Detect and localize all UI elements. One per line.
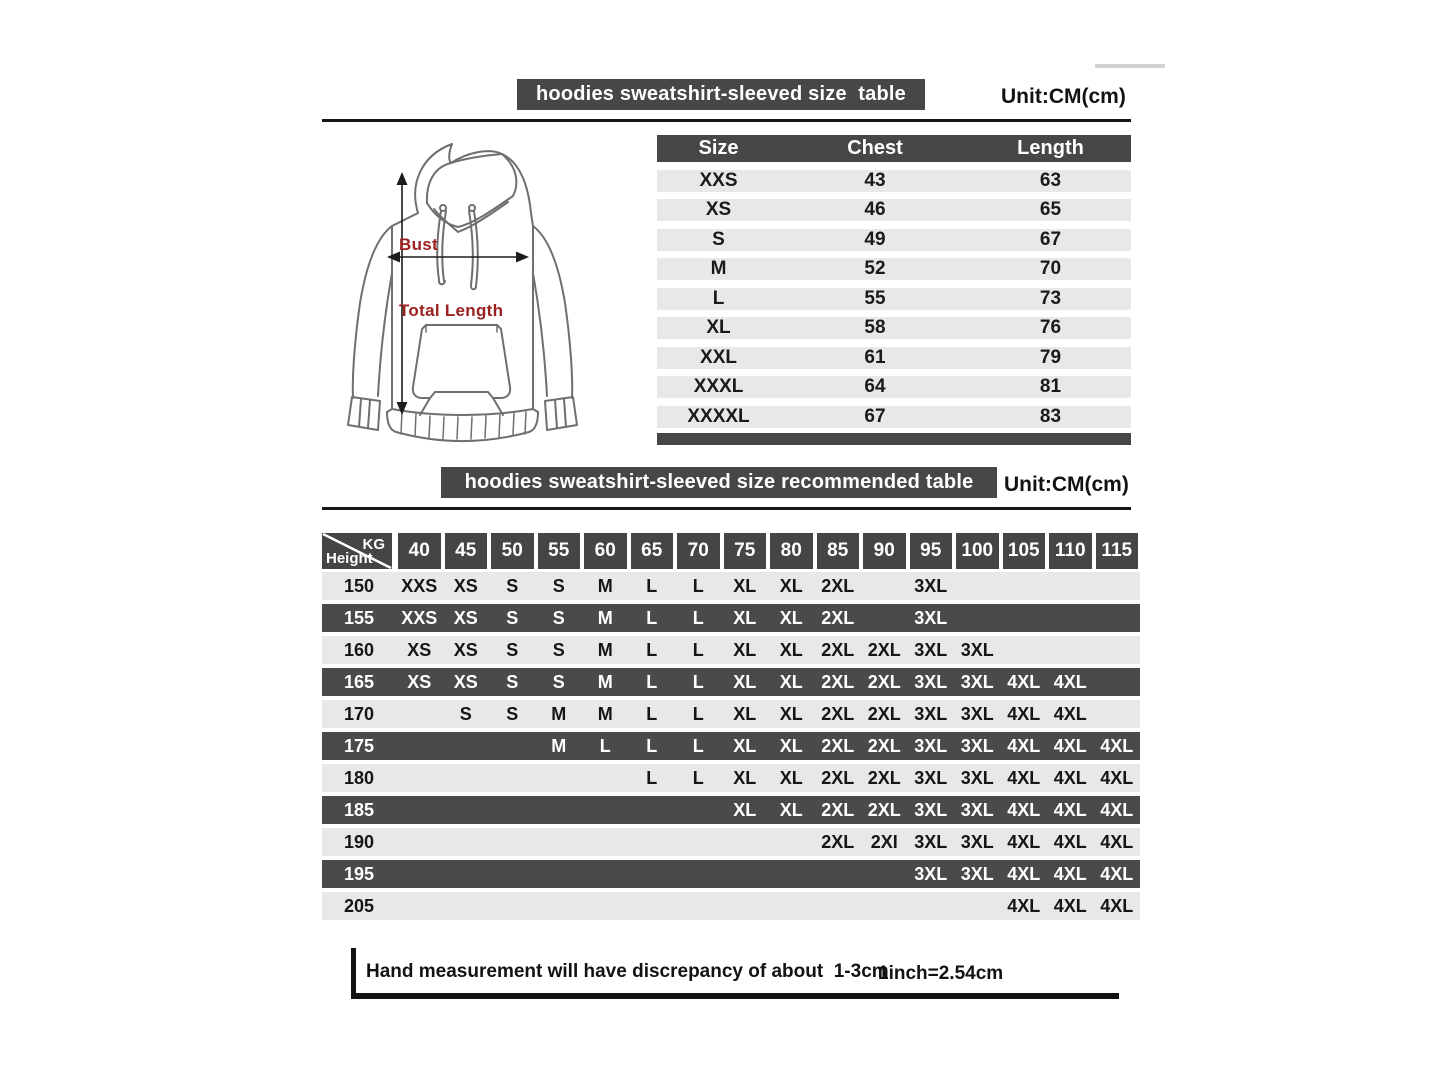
size-recommendation-cell: XL <box>779 735 803 756</box>
size-recommendation-cell: XL <box>733 799 757 820</box>
size-recommendation-cell <box>443 764 490 792</box>
size-recommendation-cell: 4XL <box>1007 831 1041 852</box>
chest-cell: 46 <box>864 199 886 220</box>
size-recommendation-cell: 4XL <box>1053 799 1087 820</box>
size-table-row <box>657 376 1131 398</box>
size-recommendation-cell: XL <box>779 767 803 788</box>
weight-header-cell: 90 <box>863 533 906 569</box>
size-recommendation-cell: XL <box>779 703 803 724</box>
size-recommendation-cell: 4XL <box>1053 767 1087 788</box>
size-cell: XXS <box>699 169 738 191</box>
size-recommendation-cell: L <box>692 671 704 692</box>
size-recommendation-cell <box>1094 572 1141 600</box>
size-recommendation-cell: S <box>506 671 519 692</box>
size-recommendation-cell: 4XL <box>1053 671 1087 692</box>
size-recommendation-cell: L <box>692 735 704 756</box>
size-table-row <box>657 199 1131 221</box>
size-recommendation-cell <box>536 828 583 856</box>
size-recommendation-cell: 3XL <box>914 831 948 852</box>
size-recommendation-cell <box>1094 668 1141 696</box>
size-recommendation-cell: XL <box>779 671 803 692</box>
size-recommendation-cell: 4XL <box>1100 735 1134 756</box>
size-recommendation-cell: S <box>552 607 565 628</box>
size-recommendation-cell: 4XL <box>1007 735 1041 756</box>
size-table-row <box>657 229 1131 251</box>
divider-rule-top <box>322 119 1131 122</box>
size-recommendation-cell <box>629 828 676 856</box>
size-recommendation-cell <box>1047 572 1094 600</box>
length-cell: 67 <box>1039 228 1062 250</box>
size-recommendation-cell <box>1047 604 1094 632</box>
size-recommendation-cell <box>536 796 583 824</box>
size-recommendation-cell: 2XL <box>821 607 855 628</box>
recommended-table-title: hoodies sweatshirt-sleeved size recommended table <box>441 467 997 498</box>
size-recommendation-cell: S <box>506 703 519 724</box>
length-column-header: Length <box>1017 137 1084 159</box>
weight-header-cell: 115 <box>1096 533 1139 569</box>
weight-header-cell: 100 <box>956 533 999 569</box>
size-recommendation-cell: 2XI <box>870 831 898 852</box>
size-measurement-table <box>657 135 1131 445</box>
weight-header-cell: 60 <box>584 533 627 569</box>
size-recommendation-cell <box>629 796 676 824</box>
size-recommendation-cell: 3XL <box>960 799 994 820</box>
size-recommendation-cell: XL <box>733 639 757 660</box>
size-recommendation-cell: XXS <box>401 607 438 628</box>
height-label-cell: 150 <box>343 575 375 596</box>
size-recommendation-cell: 2XL <box>867 671 901 692</box>
height-label-cell: 165 <box>343 671 375 692</box>
weight-header-cell: 65 <box>631 533 674 569</box>
size-recommendation-cell: S <box>552 575 565 596</box>
size-recommendation-cell <box>722 892 769 920</box>
chest-cell: 64 <box>864 376 886 397</box>
size-recommendation-cell <box>861 860 908 888</box>
size-table-row <box>657 317 1131 339</box>
size-table-body <box>657 170 1131 428</box>
size-recommendation-cell: XS <box>453 607 478 628</box>
height-label-cell: 160 <box>343 639 375 660</box>
size-recommendation-cell: 2XL <box>821 799 855 820</box>
size-recommendation-cell <box>489 764 536 792</box>
size-recommendation-cell <box>443 796 490 824</box>
size-recommendation-cell: L <box>646 671 658 692</box>
size-recommendation-cell: 3XL <box>914 703 948 724</box>
size-recommendation-cell: L <box>599 735 611 756</box>
size-recommendation-cell: 3XL <box>960 767 994 788</box>
size-recommendation-cell <box>722 860 769 888</box>
size-recommendation-cell <box>396 860 443 888</box>
size-recommendation-cell <box>582 796 629 824</box>
size-recommendation-cell <box>443 860 490 888</box>
size-recommendation-cell <box>675 892 722 920</box>
size-table-header-row <box>657 135 1131 162</box>
size-recommendation-cell: 4XL <box>1100 767 1134 788</box>
size-recommendation-cell: 4XL <box>1007 767 1041 788</box>
size-recommendation-cell: 4XL <box>1100 799 1134 820</box>
size-recommendation-cell <box>1094 700 1141 728</box>
size-recommendation-cell <box>1094 636 1141 664</box>
size-recommendation-matrix <box>322 533 1140 920</box>
total-length-measure-label: Total Length <box>399 301 504 320</box>
height-axis-label: Height <box>326 550 373 567</box>
size-recommendation-cell <box>861 892 908 920</box>
unit-label-top: Unit:CM(cm) <box>1001 85 1126 108</box>
length-cell: 73 <box>1039 287 1062 309</box>
size-recommendation-cell: 2XL <box>867 799 901 820</box>
size-recommendation-cell <box>396 828 443 856</box>
size-recommendation-cell: M <box>597 575 613 596</box>
size-recommendation-cell: 3XL <box>914 607 948 628</box>
size-table-row <box>657 170 1131 192</box>
size-recommendation-cell <box>1001 572 1048 600</box>
size-recommendation-cell: L <box>646 735 658 756</box>
size-recommendation-cell <box>582 828 629 856</box>
size-recommendation-cell: 3XL <box>960 863 994 884</box>
hoodie-line-art-icon <box>330 135 640 460</box>
length-cell: 81 <box>1039 376 1062 397</box>
height-label-cell: 190 <box>343 831 375 852</box>
measurement-discrepancy-note: Hand measurement will have discrepancy of about 1-3cm <box>366 961 889 982</box>
hoodie-measurement-figure <box>330 135 640 460</box>
size-recommendation-cell <box>768 860 815 888</box>
size-recommendation-cell: 3XL <box>960 831 994 852</box>
height-row <box>322 764 1140 792</box>
size-recommendation-cell <box>954 572 1001 600</box>
size-recommendation-cell: 2XL <box>867 735 901 756</box>
height-row <box>322 860 1140 888</box>
height-row <box>322 892 1140 920</box>
size-recommendation-cell: XL <box>779 575 803 596</box>
size-recommendation-cell: 4XL <box>1007 799 1041 820</box>
size-recommendation-cell: 2XL <box>867 703 901 724</box>
size-recommendation-cell <box>675 860 722 888</box>
length-cell: 63 <box>1039 169 1062 191</box>
chest-cell: 67 <box>864 405 886 427</box>
length-cell: 70 <box>1039 258 1062 279</box>
scan-artifact-line <box>1095 64 1165 68</box>
size-recommendation-cell <box>629 892 676 920</box>
size-table-title: hoodies sweatshirt-sleeved size table <box>517 79 925 110</box>
size-recommendation-cell <box>443 828 490 856</box>
size-recommendation-cell: 2XL <box>867 767 901 788</box>
size-recommendation-cell: 3XL <box>960 639 994 660</box>
size-recommendation-cell: S <box>459 703 472 724</box>
size-recommendation-cell <box>861 604 908 632</box>
size-recommendation-cell: 3XL <box>960 735 994 756</box>
size-recommendation-cell <box>675 828 722 856</box>
size-recommendation-cell <box>1001 636 1048 664</box>
size-recommendation-cell <box>443 732 490 760</box>
size-recommendation-cell: 3XL <box>914 575 948 596</box>
size-recommendation-cell: XL <box>733 735 757 756</box>
size-recommendation-cell: 2XL <box>821 703 855 724</box>
size-recommendation-cell: L <box>646 767 658 788</box>
size-recommendation-cell: S <box>552 639 565 660</box>
chest-cell: 49 <box>864 228 886 250</box>
height-label-cell: 195 <box>343 863 375 884</box>
size-recommendation-cell <box>722 828 769 856</box>
size-recommendation-cell: M <box>597 703 613 724</box>
size-recommendation-cell <box>815 892 862 920</box>
height-label-cell: 180 <box>343 767 375 788</box>
size-table-row <box>657 288 1131 310</box>
size-recommendation-cell: M <box>597 671 613 692</box>
weight-header-cell: 70 <box>677 533 720 569</box>
size-column-header: Size <box>698 137 739 159</box>
height-row <box>322 636 1140 664</box>
chest-cell: 43 <box>864 169 886 191</box>
height-label-cell: 205 <box>343 895 375 916</box>
size-recommendation-cell <box>768 892 815 920</box>
size-table-row <box>657 406 1131 428</box>
size-recommendation-cell <box>396 700 443 728</box>
size-recommendation-cell: M <box>551 703 567 724</box>
size-recommendation-cell: L <box>692 607 704 628</box>
size-recommendation-cell: 2XL <box>821 671 855 692</box>
size-recommendation-cell: 4XL <box>1007 671 1041 692</box>
weight-header-cell: 40 <box>398 533 441 569</box>
size-recommendation-cell: 2XL <box>821 831 855 852</box>
size-recommendation-cell: 4XL <box>1007 703 1041 724</box>
size-recommendation-cell: 3XL <box>914 671 948 692</box>
size-recommendation-cell <box>489 828 536 856</box>
size-recommendation-cell <box>582 860 629 888</box>
footnote-left-bar <box>351 948 356 998</box>
size-recommendation-cell <box>396 796 443 824</box>
size-recommendation-cell <box>536 892 583 920</box>
size-recommendation-cell: L <box>646 639 658 660</box>
size-cell: XS <box>705 199 732 220</box>
size-recommendation-cell: 3XL <box>960 671 994 692</box>
size-recommendation-cell: 2XL <box>867 639 901 660</box>
size-recommendation-cell: 3XL <box>914 639 948 660</box>
size-recommendation-cell: XL <box>733 607 757 628</box>
size-recommendation-cell: 4XL <box>1100 895 1134 916</box>
size-table-row <box>657 258 1131 280</box>
size-recommendation-cell <box>1094 604 1141 632</box>
kg-axis-label: KG <box>362 536 385 553</box>
weight-header-cell: 105 <box>1003 533 1046 569</box>
size-recommendation-cell: 4XL <box>1053 735 1087 756</box>
chest-cell: 61 <box>864 346 886 368</box>
weight-header-cell: 50 <box>491 533 534 569</box>
size-recommendation-cell <box>396 764 443 792</box>
height-row <box>322 828 1140 856</box>
size-recommendation-cell: 3XL <box>960 703 994 724</box>
size-cell: M <box>710 258 727 279</box>
size-recommendation-cell <box>1001 604 1048 632</box>
size-table-bottom-bar <box>657 433 1131 445</box>
size-recommendation-cell: XS <box>453 639 478 660</box>
size-recommendation-cell: M <box>551 735 567 756</box>
weight-header-cell: 85 <box>817 533 860 569</box>
weight-header-cell: 55 <box>538 533 581 569</box>
height-label-cell: 170 <box>343 703 375 724</box>
size-recommendation-cell: 4XL <box>1100 831 1134 852</box>
size-recommendation-cell: 4XL <box>1053 703 1087 724</box>
height-label-cell: 175 <box>343 735 375 756</box>
size-recommendation-cell: 3XL <box>914 767 948 788</box>
size-recommendation-cell <box>489 732 536 760</box>
chest-column-header: Chest <box>847 137 903 159</box>
size-recommendation-cell: 3XL <box>914 863 948 884</box>
size-recommendation-cell <box>768 828 815 856</box>
size-recommendation-cell <box>489 796 536 824</box>
height-row <box>322 668 1140 696</box>
kg-height-corner-cell <box>322 533 392 569</box>
size-recommendation-cell: XXS <box>401 575 438 596</box>
size-recommendation-cell: XL <box>779 639 803 660</box>
size-recommendation-cell: XL <box>733 671 757 692</box>
footnote-bottom-bar <box>351 993 1119 999</box>
size-recommendation-cell: M <box>597 639 613 660</box>
size-recommendation-cell <box>489 860 536 888</box>
size-recommendation-cell: 4XL <box>1100 863 1134 884</box>
size-recommendation-cell: 2XL <box>821 735 855 756</box>
size-recommendation-cell: S <box>506 639 519 660</box>
length-cell: 79 <box>1039 346 1062 368</box>
height-label-cell: 185 <box>343 799 375 820</box>
weight-header-cell: 110 <box>1049 533 1092 569</box>
size-recommendation-cell: L <box>692 703 704 724</box>
weight-header-cell: 80 <box>770 533 813 569</box>
size-recommendation-cell: 2XL <box>821 767 855 788</box>
weight-header-cell: 45 <box>445 533 488 569</box>
size-recommendation-cell: L <box>692 767 704 788</box>
size-recommendation-cell: S <box>552 671 565 692</box>
size-recommendation-cell <box>861 572 908 600</box>
weight-header-cell: 75 <box>724 533 767 569</box>
size-cell: S <box>712 228 725 250</box>
size-recommendation-cell: L <box>646 607 658 628</box>
size-recommendation-cell <box>1047 636 1094 664</box>
size-recommendation-cell: XL <box>733 703 757 724</box>
size-recommendation-cell <box>954 892 1001 920</box>
size-recommendation-cell <box>536 764 583 792</box>
size-cell: XL <box>706 317 731 338</box>
size-recommendation-cell: L <box>646 575 658 596</box>
size-recommendation-cell <box>629 860 676 888</box>
size-recommendation-cell: XS <box>453 575 478 596</box>
matrix-body <box>322 572 1140 920</box>
size-recommendation-cell: 3XL <box>914 735 948 756</box>
size-recommendation-cell: 4XL <box>1053 831 1087 852</box>
size-cell: XXXL <box>693 376 744 397</box>
size-recommendation-cell: L <box>646 703 658 724</box>
chest-cell: 55 <box>864 287 886 309</box>
size-recommendation-cell <box>396 732 443 760</box>
size-recommendation-cell: 2XL <box>821 575 855 596</box>
size-cell: L <box>712 287 725 309</box>
size-recommendation-cell: 4XL <box>1053 863 1087 884</box>
size-recommendation-cell <box>954 604 1001 632</box>
size-table-row <box>657 347 1131 369</box>
height-row <box>322 572 1140 600</box>
length-cell: 65 <box>1039 199 1062 220</box>
size-recommendation-cell: M <box>597 607 613 628</box>
size-recommendation-cell: XL <box>779 799 803 820</box>
inch-conversion-note: 1inch=2.54cm <box>878 963 1004 984</box>
size-recommendation-cell: XS <box>453 671 478 692</box>
size-recommendation-cell: 4XL <box>1053 895 1087 916</box>
size-recommendation-cell: XL <box>733 767 757 788</box>
size-recommendation-cell: XS <box>407 671 432 692</box>
size-recommendation-cell: L <box>692 639 704 660</box>
size-recommendation-cell: XL <box>779 607 803 628</box>
divider-rule-bottom <box>322 507 1131 510</box>
size-cell: XXL <box>700 346 737 368</box>
size-recommendation-cell: 2XL <box>821 639 855 660</box>
size-recommendation-cell: L <box>692 575 704 596</box>
size-recommendation-cell: S <box>506 607 519 628</box>
chest-cell: 58 <box>864 317 886 338</box>
size-recommendation-cell <box>815 860 862 888</box>
unit-label-bottom: Unit:CM(cm) <box>1004 473 1129 496</box>
height-row <box>322 732 1140 760</box>
size-recommendation-cell: 3XL <box>914 799 948 820</box>
size-recommendation-cell: 4XL <box>1007 895 1041 916</box>
size-recommendation-cell: XS <box>407 639 432 660</box>
chest-cell: 52 <box>864 258 886 279</box>
size-recommendation-cell <box>489 892 536 920</box>
length-cell: 76 <box>1039 317 1062 338</box>
size-recommendation-cell: XL <box>733 575 757 596</box>
weight-header-cell: 95 <box>910 533 953 569</box>
size-recommendation-cell <box>396 892 443 920</box>
matrix-header-row <box>322 533 1140 569</box>
size-recommendation-cell <box>675 796 722 824</box>
height-label-cell: 155 <box>343 607 375 628</box>
size-recommendation-cell <box>582 892 629 920</box>
height-row <box>322 796 1140 824</box>
size-recommendation-cell <box>908 892 955 920</box>
size-recommendation-cell <box>536 860 583 888</box>
size-cell: XXXXL <box>687 405 750 427</box>
height-row <box>322 604 1140 632</box>
bust-measure-label: Bust <box>399 235 438 254</box>
size-recommendation-cell: 4XL <box>1007 863 1041 884</box>
size-recommendation-cell: S <box>506 575 519 596</box>
size-recommendation-cell <box>582 764 629 792</box>
length-cell: 83 <box>1039 405 1062 427</box>
size-recommendation-cell <box>443 892 490 920</box>
height-row <box>322 700 1140 728</box>
